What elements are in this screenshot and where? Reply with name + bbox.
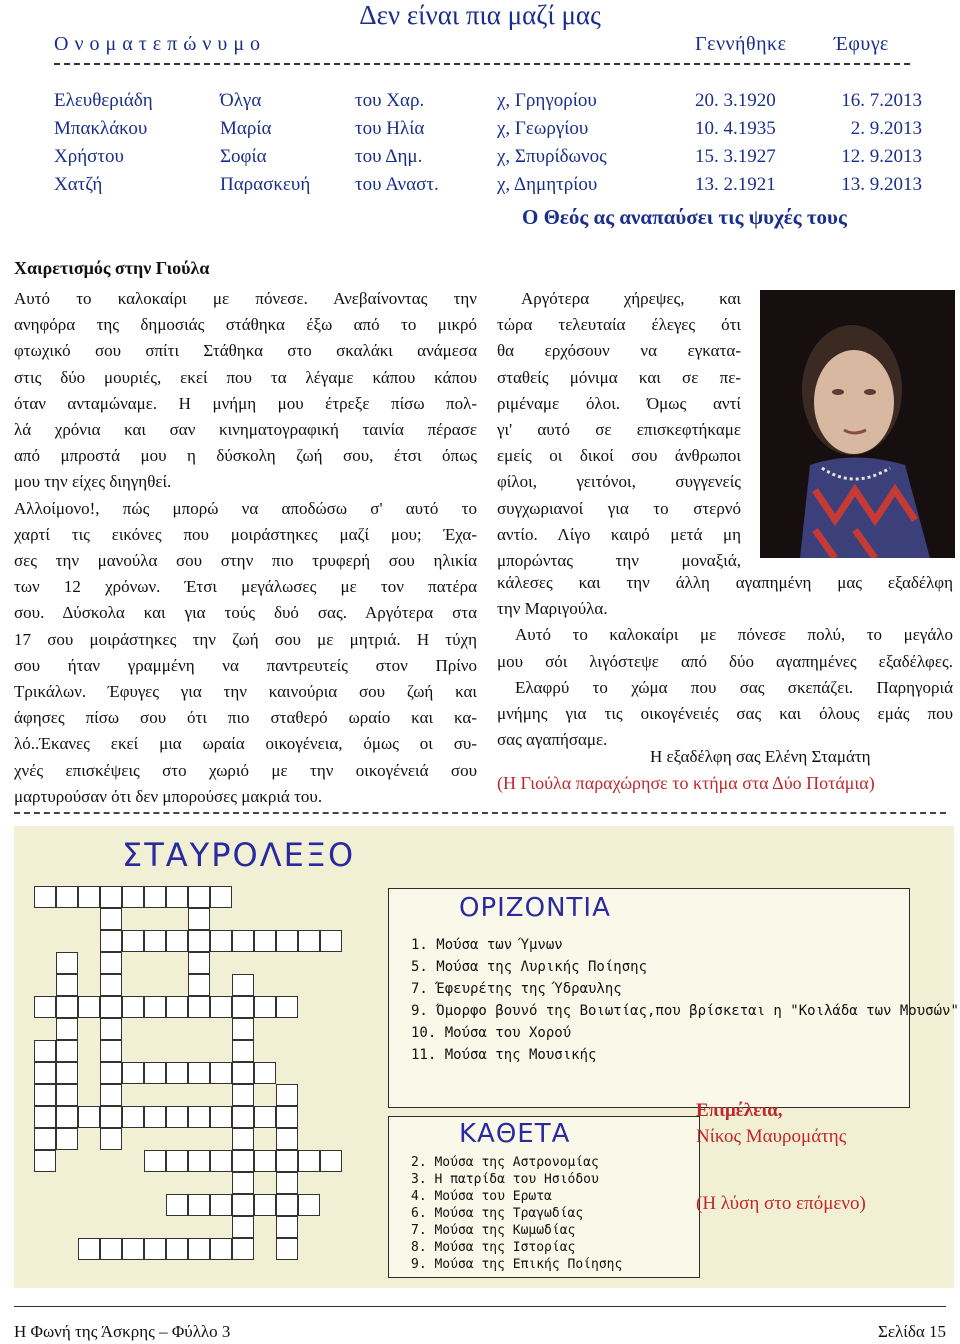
- crossword-cell: [298, 930, 320, 952]
- crossword-cell: [232, 1106, 254, 1128]
- paragraph-line: άφησες πίσω σου ότι πιο σταθερό ωραίο και κα-: [14, 708, 477, 728]
- clue-vertical: 8. Μούσα της Ιστορίας: [411, 1240, 576, 1255]
- paragraph-line: μνήμης για τις οικογένειές σας και όλους εμάς που: [497, 704, 953, 723]
- crossword-cell: [210, 1150, 232, 1172]
- editor-label: Επιμέλεια,: [696, 1100, 783, 1121]
- crossword-cell: [254, 930, 276, 952]
- vertical-title: ΚΑΘΕΤΑ: [459, 1119, 571, 1149]
- paragraph-line: συγχωριανοί για το στερνό: [497, 498, 741, 518]
- editor-name: Νίκος Μαυρομάτης: [696, 1126, 847, 1147]
- crossword-cell: [100, 974, 122, 996]
- crossword-cell: [166, 1062, 188, 1084]
- crossword-cell: [122, 930, 144, 952]
- header-died: Έφυγε: [834, 33, 889, 55]
- portrait-image: [760, 290, 955, 558]
- paragraph-line: γι' αυτό σε επισκεφτήκαμε: [497, 420, 741, 439]
- deceased-born: 20. 3.1920: [695, 90, 776, 111]
- crossword-cell: [144, 1106, 166, 1128]
- deceased-husband: χ, Σπυρίδωνος: [497, 146, 607, 167]
- deceased-name: Σοφία: [220, 146, 267, 167]
- crossword-cell: [166, 886, 188, 908]
- crossword-cell: [34, 1062, 56, 1084]
- crossword-cell: [210, 1062, 232, 1084]
- crossword-cell: [254, 1194, 276, 1216]
- crossword-cell: [188, 1150, 210, 1172]
- crossword-cell: [232, 1018, 254, 1040]
- paragraph-line: σες την μανούλα σου στην πιο τρυφερή σου ηλικία: [14, 551, 477, 570]
- crossword-cell: [100, 1062, 122, 1084]
- crossword-cell: [232, 1194, 254, 1216]
- crossword-cell: [210, 1238, 232, 1260]
- paragraph-line: σας αγαπήσαμε.: [497, 730, 608, 750]
- header-names: Ο ν ο μ α τ ε π ώ ν υ μ ο: [54, 33, 261, 55]
- deceased-name: Παρασκευή: [220, 174, 311, 195]
- paragraph-line: φτωχικό σου σπίτι Στάθηκα στο σκαλάκι ανάμεσα: [14, 341, 477, 361]
- crossword-cell: [232, 1238, 254, 1260]
- clue-horizontal: 11. Μούσα της Μουσικής: [411, 1047, 597, 1063]
- crossword-cell: [56, 886, 78, 908]
- crossword-cell: [210, 886, 232, 908]
- deceased-name: Όλγα: [220, 90, 262, 111]
- crossword-cell: [100, 1106, 122, 1128]
- paragraph-line: των 12 χρόνων. Έτσι μεγάλωσες με τον πατέρα: [14, 577, 477, 597]
- crossword-cell: [232, 1062, 254, 1084]
- clue-horizontal: 9. Όμορφο βουνό της Βοιωτίας,που βρίσκεται η "Κοιλάδα των Μουσών": [411, 1003, 959, 1019]
- paragraph-line: μπορώντας την μοναξιά,: [497, 551, 741, 570]
- deceased-father: του Χαρ.: [355, 90, 425, 111]
- crossword-cell: [122, 996, 144, 1018]
- deceased-died: 12. 9.2013: [841, 146, 922, 167]
- crossword-cell: [144, 886, 166, 908]
- crossword-cell: [122, 1238, 144, 1260]
- paragraph-line: Αργότερα χήρεψες, και: [521, 289, 741, 308]
- clue-horizontal: 5. Μούσα της Λυρικής Ποίησης: [411, 959, 648, 975]
- crossword-cell: [56, 1084, 78, 1106]
- crossword-cell: [232, 930, 254, 952]
- crossword-cell: [122, 1062, 144, 1084]
- crossword-cell: [144, 996, 166, 1018]
- crossword-cell: [188, 1106, 210, 1128]
- clue-horizontal: 7. Έφευρέτης της Ύδραυλης: [411, 981, 622, 997]
- crossword-cell: [100, 1084, 122, 1106]
- deceased-surname: Χρήστου: [54, 146, 124, 167]
- paragraph-line: μου σόι λιγόστεψε από δύο αγαπημένες εξαδέλφες.: [497, 651, 953, 671]
- paragraph-line: σου. Δύσκολα και για τούς δυό σας. Αργότερα στα: [14, 603, 477, 623]
- crossword-cell: [254, 1062, 276, 1084]
- deceased-surname: Χατζή: [54, 174, 103, 195]
- crossword-cell: [188, 996, 210, 1018]
- deceased-name: Μαρία: [220, 118, 272, 139]
- crossword-cell: [254, 1150, 276, 1172]
- crossword-cell: [100, 952, 122, 974]
- crossword-cell: [100, 1128, 122, 1150]
- crossword-cell: [34, 886, 56, 908]
- paragraph-line: Ελαφρύ το χώμα που σας σκεπάζει. Παρηγοριά: [515, 677, 953, 697]
- crossword-cell: [56, 1018, 78, 1040]
- crossword-cell: [100, 886, 122, 908]
- crossword-cell: [210, 996, 232, 1018]
- header-born: Γεννήθηκε: [695, 33, 787, 55]
- crossword-cell: [276, 1128, 298, 1150]
- clue-horizontal: 10. Μούσα του Χορού: [411, 1025, 572, 1041]
- crossword-cell: [56, 996, 78, 1018]
- paragraph-line: στις δύο μουριές, εκεί που τα λέγαμε κάπου κάπου: [14, 367, 477, 387]
- crossword-cell: [100, 1018, 122, 1040]
- crossword-cell: [78, 1238, 100, 1260]
- crossword-cell: [232, 1084, 254, 1106]
- crossword-title: ΣΤΑΥΡΟΛΕΞΟ: [122, 836, 356, 874]
- crossword-cell: [254, 996, 276, 1018]
- land-note: (Η Γιούλα παραχώρησε το κτήμα στα Δύο Ποτάμια): [497, 773, 875, 793]
- footer-right: Σελίδα 15: [877, 1322, 946, 1341]
- paragraph-line: Αυτό το καλοκαίρι με πόνεσε πολύ, το μεγάλο: [515, 625, 953, 645]
- crossword-cell: [100, 908, 122, 930]
- crossword-cell: [276, 1194, 298, 1216]
- crossword-cell: [298, 1150, 320, 1172]
- crossword-cell: [144, 1062, 166, 1084]
- paragraph-line: τώρα τελευταία έλεγες ότι: [497, 315, 741, 335]
- crossword-cell: [188, 1062, 210, 1084]
- portrait-photo: [760, 290, 955, 558]
- paragraph-line: την Μαριγούλα.: [497, 599, 608, 619]
- crossword-cell: [100, 1040, 122, 1062]
- paragraph-line: ριμέναμε όλοι. Όμως αντί: [497, 393, 741, 413]
- crossword-cell: [56, 1040, 78, 1062]
- crossword-cell: [232, 1128, 254, 1150]
- crossword-cell: [56, 1062, 78, 1084]
- crossword-cell: [276, 1106, 298, 1128]
- crossword-cell: [276, 996, 298, 1018]
- crossword-cell: [276, 1238, 298, 1260]
- paragraph-line: ανηφόρα της δημοσιάς στάθηκα έξω από το μικρό: [14, 315, 477, 335]
- horizontal-clues-box: [388, 888, 959, 1108]
- solution-note: (Η λύση στο επόμενο): [696, 1193, 866, 1214]
- crossword-cell: [166, 1106, 188, 1128]
- header-divider: [54, 63, 910, 65]
- crossword-cell: [166, 930, 188, 952]
- paragraph-line: μου την είχες διηγηθεί.: [14, 472, 172, 492]
- deceased-surname: Μπακλάκου: [54, 118, 148, 139]
- deceased-born: 10. 4.1935: [695, 118, 776, 139]
- deceased-born: 13. 2.1921: [695, 174, 776, 195]
- clue-vertical: 7. Μούσα της Κωμωδίας: [411, 1223, 576, 1238]
- paragraph-line: σου ήταν γραμμένη να παντρευτείς στον Πρίνο: [14, 655, 477, 675]
- paragraph-line: θα ερχόσουν να εγκατα-: [497, 341, 741, 361]
- vertical-clues-box: [388, 1116, 700, 1278]
- paragraph-line: όταν ανταμώναμε. Η μνήμη μου έτρεξε πίσω πολ-: [14, 393, 477, 413]
- crossword-cell: [320, 930, 342, 952]
- paragraph-line: κάλεσες και την άλλη αγαπημένη μας εξαδέλφη: [497, 573, 953, 592]
- crossword-cell: [276, 1172, 298, 1194]
- crossword-cell: [232, 1040, 254, 1062]
- crossword-cell: [188, 974, 210, 996]
- paragraph-line: λά χρόνια και σαν κινηματογραφική ταινία πέρασε: [14, 420, 477, 439]
- deceased-father: του Δημ.: [355, 146, 423, 167]
- crossword-cell: [166, 996, 188, 1018]
- paragraph-line: χαρτί τις εικόνες που μοιράστηκες μαζί μου; Έχα-: [14, 524, 477, 544]
- crossword-cell: [188, 908, 210, 930]
- clue-vertical: 4. Μούσα του Ερωτα: [411, 1189, 552, 1204]
- crossword-cell: [78, 886, 100, 908]
- deceased-father: του Αναστ.: [355, 174, 439, 195]
- paragraph-line: Αλλοίμονο!, πώς μπορώ να αποδώσω σ' αυτό το: [14, 498, 477, 518]
- crossword-cell: [188, 952, 210, 974]
- crossword-cell: [56, 974, 78, 996]
- crossword-panel: [14, 826, 959, 1288]
- deceased-died: 2. 9.2013: [850, 118, 922, 139]
- clue-vertical: 3. Η πατρίδα του Ησιόδου: [411, 1172, 599, 1187]
- crossword-cell: [100, 930, 122, 952]
- crossword-cell: [232, 974, 254, 996]
- crossword-cell: [34, 1150, 56, 1172]
- crossword-cell: [188, 1238, 210, 1260]
- crossword-cell: [34, 1106, 56, 1128]
- crossword-cell: [56, 1106, 78, 1128]
- clue-vertical: 6. Μούσα της Τραγωδίας: [411, 1206, 584, 1221]
- paragraph-line: λό..Έκανες εκεί μια ωραία οικογένεια, όμως οι συ-: [14, 734, 477, 754]
- paragraph-line: φίλοι, γειτόνοι, συγγενείς: [497, 472, 741, 492]
- rip-line: Ο Θεός ας αναπαύσει τις ψυχές τους: [522, 205, 847, 229]
- crossword-cell: [232, 1216, 254, 1238]
- page-title: Δεν είναι πια μαζί μας: [359, 0, 601, 30]
- crossword-cell: [144, 1238, 166, 1260]
- crossword-cell: [298, 1194, 320, 1216]
- footer-left: Η Φωνή της Άσκρης – Φύλλο 3: [14, 1322, 231, 1341]
- deceased-husband: χ, Γεωργίου: [497, 118, 589, 139]
- crossword-cell: [34, 1128, 56, 1150]
- crossword-cell: [188, 930, 210, 952]
- crossword-cell: [254, 1106, 276, 1128]
- paragraph-line: Τρικάλων. Έφυγες για την καινούρια σου ζωή και: [14, 682, 477, 701]
- deceased-father: του Ηλία: [355, 118, 425, 139]
- paragraph-line: αντίο. Λίγο καιρό μετά μη: [497, 524, 741, 544]
- crossword-cell: [276, 1084, 298, 1106]
- crossword-cell: [166, 1150, 188, 1172]
- deceased-died: 13. 9.2013: [841, 174, 922, 195]
- crossword-cell: [122, 1106, 144, 1128]
- crossword-cell: [122, 886, 144, 908]
- crossword-cell: [56, 952, 78, 974]
- deceased-husband: χ, Γρηγορίου: [497, 90, 597, 111]
- greeting-title: Χαιρετισμός στην Γιούλα: [14, 258, 210, 278]
- crossword-cell: [78, 1106, 100, 1128]
- clue-vertical: 9. Μούσα της Επικής Ποίησης: [411, 1257, 623, 1272]
- crossword-cell: [232, 1172, 254, 1194]
- crossword-cell: [320, 1150, 342, 1172]
- crossword-cell: [166, 1238, 188, 1260]
- paragraph-line: από μπροστά μου η δύσκολη ζωή σου, έτσι όπως: [14, 446, 477, 466]
- crossword-cell: [144, 1150, 166, 1172]
- section-divider: [14, 812, 946, 814]
- crossword-cell: [144, 930, 166, 952]
- deceased-died: 16. 7.2013: [841, 90, 922, 111]
- footer-divider: [14, 1306, 946, 1307]
- paragraph-line: μαρτυρούσαν ότι δεν μπορούσες μακριά του.: [14, 786, 323, 806]
- crossword-cell: [210, 1194, 232, 1216]
- paragraph-line: χνές επισκέψεις στο χωριό με την οικογένειά σου: [14, 760, 477, 780]
- crossword-cell: [210, 930, 232, 952]
- horizontal-title: ΟΡΙΖΟΝΤΙΑ: [459, 893, 611, 923]
- deceased-born: 15. 3.1927: [695, 146, 776, 167]
- crossword-cell: [100, 1238, 122, 1260]
- crossword-cell: [34, 1040, 56, 1062]
- crossword-cell: [276, 930, 298, 952]
- crossword-cell: [232, 1150, 254, 1172]
- deceased-surname: Ελευθεριάδη: [54, 90, 153, 111]
- crossword-cell: [34, 1084, 56, 1106]
- crossword-cell: [78, 996, 100, 1018]
- deceased-husband: χ, Δημητρίου: [497, 174, 598, 195]
- crossword-cell: [276, 1150, 298, 1172]
- paragraph-line: Αυτό το καλοκαίρι με πόνεσε. Ανεβαίνοντας την: [14, 289, 477, 308]
- paragraph-line: εμείς οι δικοί σου άνθρωποι: [497, 446, 741, 466]
- crossword-cell: [232, 996, 254, 1018]
- crossword-cell: [188, 886, 210, 908]
- crossword-cell: [100, 996, 122, 1018]
- crossword-cell: [188, 1194, 210, 1216]
- paragraph-line: 17 σου μοιράστηκες την ζωή σου με μητριά. Η τύχη: [14, 629, 477, 649]
- crossword-cell: [166, 1194, 188, 1216]
- crossword-cell: [276, 1216, 298, 1238]
- clue-horizontal: 1. Μούσα των Ύμνων: [411, 937, 563, 953]
- paragraph-line: σταθείς μόνιμα και σε πε-: [497, 367, 741, 387]
- signature: Η εξαδέλφη σας Ελένη Σταμάτη: [650, 747, 871, 766]
- crossword-cell: [56, 1128, 78, 1150]
- crossword-cell: [34, 996, 56, 1018]
- clue-vertical: 2. Μούσα της Αστρονομίας: [411, 1155, 599, 1170]
- crossword-cell: [210, 1106, 232, 1128]
